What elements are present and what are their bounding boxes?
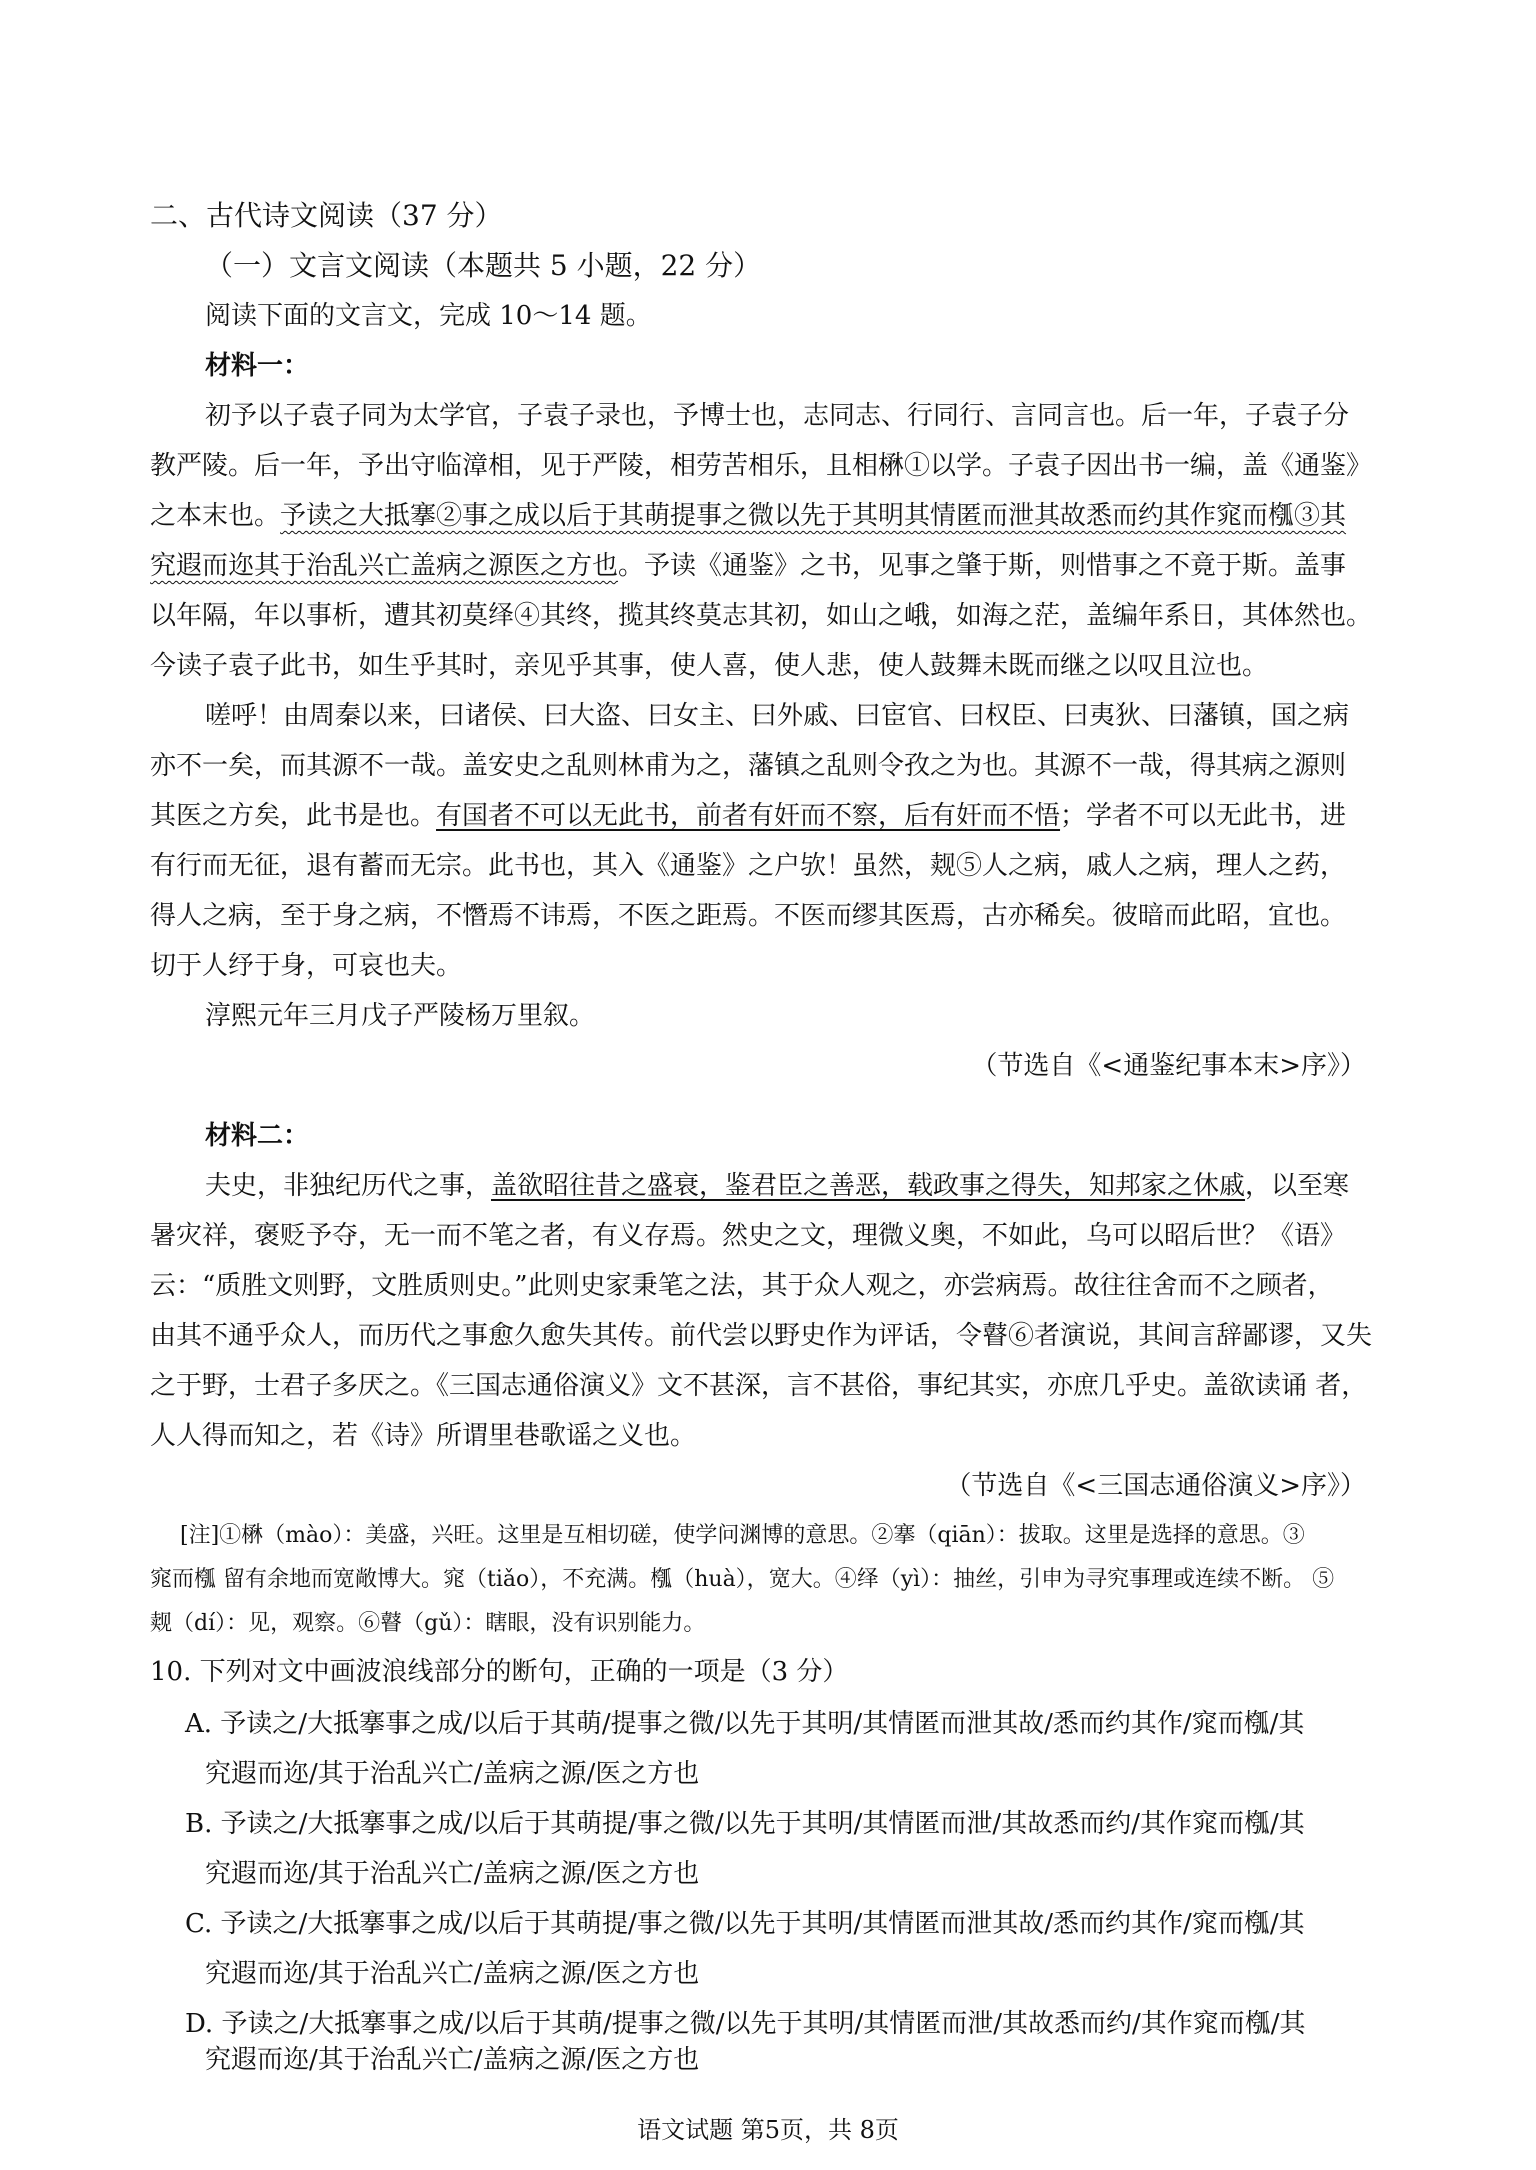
- material2-line: 之于野，士君子多厌之。《三国志通俗演义》文不甚深，言不甚俗，事纪其实，亦庶几乎史。盖欲读诵 者，: [150, 1371, 1368, 1401]
- material1-label: 材料一：: [205, 351, 310, 381]
- material2-source: （节选自《<三国志通俗演义>序》）: [945, 1471, 1366, 1501]
- option-a[interactable]: A. 予读之/大抵搴事之成/以后于其萌/提事之微/以先于其明/其情匿而泄其故/悉而约其作/窕而槬/其: [185, 1709, 1305, 1739]
- subsection-title: （一）文言文阅读（本题共 5 小题，22 分）: [205, 249, 762, 282]
- material1-text: ；学者不可以无此书，进: [1060, 801, 1347, 831]
- material1-line: 今读子袁子此书，如生乎其时，亲见乎其事，使人喜，使人悲，使人鼓舞未既而继之以叹且泣也。: [150, 651, 1269, 681]
- annotation-line: [注]①楙（mào）：美盛，兴旺。这里是互相切磋，使学问渊博的意思。②搴（qiān）：拔取。这里是选择的意思。③: [180, 1523, 1305, 1548]
- underlined-sentence: 盖欲昭往昔之盛衰，鉴君臣之善恶，载政事之得失，知邦家之休戚: [491, 1171, 1246, 1201]
- material2-line: [205, 1166, 1349, 1206]
- material2-label: 材料二：: [205, 1121, 310, 1151]
- material2-line: 人人得而知之，若《诗》所谓里巷歌谣之义也。: [150, 1421, 697, 1451]
- material2-text: ，以至寒: [1245, 1171, 1350, 1201]
- material1-line: 有行而无征，退有蓄而无宗。此书也，其入《通鉴》之户欤！虽然，觌⑤人之病，戚人之病，理人之药，: [150, 851, 1347, 881]
- underlined-sentence: 有国者不可以无此书，前者有奸而不察，后有奸而不悟: [436, 801, 1061, 831]
- material1-line: 切于人纾于身，可哀也夫。: [150, 951, 463, 981]
- wavy-passage: 予读之大抵搴②事之成以后于其萌提事之微以先于其明其情匿而泄其故悉而约其作窕而槬③其: [280, 501, 1347, 531]
- option-d[interactable]: D. 予读之/大抵搴事之成/以后于其萌/提事之微/以先于其明/其情匿而泄/其故悉而约/其作窕而槬/其: [185, 2009, 1306, 2039]
- material2-text: 夫史，非独纪历代之事，: [205, 1171, 492, 1201]
- instruction: 阅读下面的文言文，完成 10～14 题。: [205, 301, 652, 331]
- material1-line: 初予以子袁子同为太学官，子袁子录也，予博士也，志同志、行同行、言同言也。后一年，子袁子分: [205, 401, 1350, 431]
- material1-line: 以年隔，年以事析，遭其初莫绎④其终，揽其终莫志其初，如山之峨，如海之茫，盖编年系日，其体然也。: [150, 601, 1373, 631]
- option-c-cont: 究遐而迩/其于治乱兴亡/盖病之源/医之方也: [205, 1959, 700, 1989]
- material1-line: [150, 496, 1386, 536]
- material1-line: [150, 796, 1386, 836]
- material2-line: 暑灾祥，褒贬予夺，无一而不笔之者，有义存焉。然史之文，理微义奥，不如此，乌可以昭后世？《语》: [150, 1221, 1347, 1251]
- option-b[interactable]: B. 予读之/大抵搴事之成/以后于其萌提/事之微/以先于其明/其情匿而泄/其故悉而约/其作窕而槬/其: [185, 1809, 1305, 1839]
- material1-line: 教严陵。后一年，予出守临漳相，见于严陵，相劳苦相乐，且相楙①以学。子袁子因出书一编，盖《通鉴》: [150, 451, 1373, 481]
- option-a-cont: 究遐而迩/其于治乱兴亡/盖病之源/医之方也: [205, 1759, 700, 1789]
- material1-line: [150, 546, 1386, 586]
- option-d-cont: 究遐而迩/其于治乱兴亡/盖病之源/医之方也: [205, 2045, 700, 2075]
- material1-text: 之本末也。: [150, 501, 281, 531]
- material1-text: 。予读《通鉴》之书，见事之肇于斯，则惜事之不竟于斯。盖事: [618, 551, 1347, 581]
- material2-line: 云：“质胜文则野，文胜质则史。”此则史家秉笔之法，其于众人观之，亦尝病焉。故往往舍而不之顾者，: [150, 1271, 1334, 1301]
- material1-line: 得人之病，至于身之病，不憯焉不讳焉，不医之距焉。不医而缪其医焉，古亦稀矣。彼暗而此昭，宜也。: [150, 901, 1347, 931]
- annotation-line: 觌（dí）：见，观察。⑥瞽（gǔ）：瞎眼，没有识别能力。: [150, 1611, 706, 1636]
- annotation-line: 窕而槬 留有余地而宽敞博大。窕（tiǎo），不充满。槬（huà），宽大。④绎（yì）：抽丝，引申为寻究事理或连续不断。 ⑤: [150, 1567, 1335, 1592]
- material1-line: 淳熙元年三月戊子严陵杨万里叙。: [205, 1001, 596, 1031]
- material1-source: （节选自《<通鉴纪事本末>序》）: [971, 1051, 1366, 1081]
- option-b-cont: 究遐而迩/其于治乱兴亡/盖病之源/医之方也: [205, 1859, 700, 1889]
- section-title: 二、古代诗文阅读（37 分）: [150, 199, 503, 232]
- material1-line: 亦不一矣，而其源不一哉。盖安史之乱则林甫为之，藩镇之乱则令孜之为也。其源不一哉，得其病之源则: [150, 751, 1347, 781]
- wavy-passage: 究遐而迩其于治乱兴亡盖病之源医之方也: [150, 551, 619, 581]
- material1-text: 其医之方矣，此书是也。: [150, 801, 437, 831]
- page-footer: 语文试题 第5页，共 8页: [637, 2116, 899, 2144]
- question-stem: 10. 下列对文中画波浪线部分的断句，正确的一项是（3 分）: [150, 1657, 849, 1687]
- option-c[interactable]: C. 予读之/大抵搴事之成/以后于其萌提/事之微/以先于其明/其情匿而泄其故/悉而约其作/窕而槬/其: [185, 1909, 1305, 1939]
- material1-line: 嗟呼！由周秦以来，曰诸侯、曰大盗、曰女主、曰外戚、曰宦官、曰权臣、曰夷狄、曰藩镇，国之病: [205, 701, 1350, 731]
- material2-line: 由其不通乎众人，而历代之事愈久愈失其传。前代尝以野史作为评话，令瞽⑥者演说，其间言辞鄙谬，又失: [150, 1321, 1373, 1351]
